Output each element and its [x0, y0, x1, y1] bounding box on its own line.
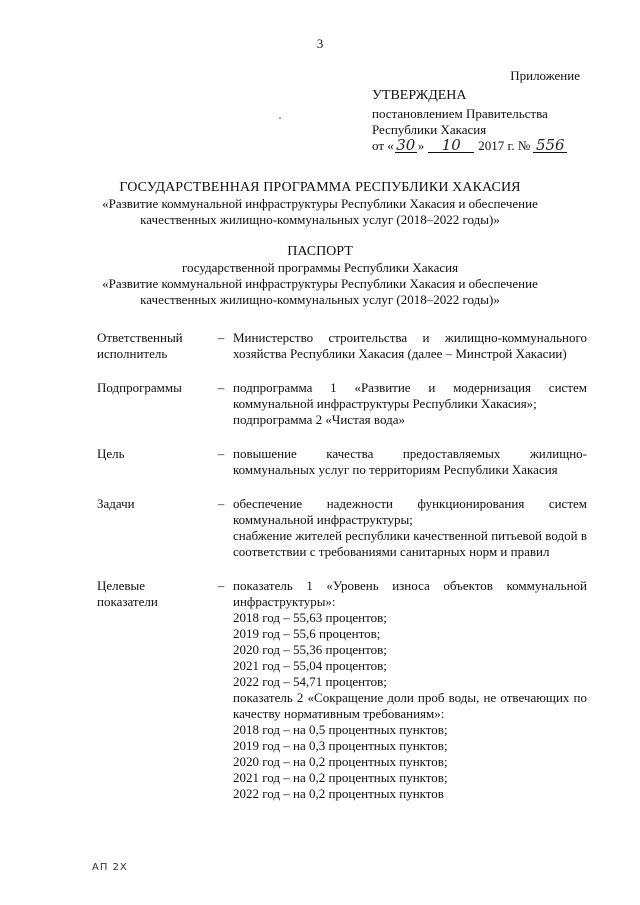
row-dash: –: [217, 380, 225, 395]
row-label: Подпрограммы: [97, 380, 182, 395]
row-content: [233, 446, 587, 478]
label-line: Ответственный: [97, 330, 183, 345]
row-content: [233, 496, 587, 560]
passport-line2: «Развитие коммунальной инфраструктуры Республики Хакасия и обеспечение: [102, 276, 538, 291]
indicator-1-value: 2022 год – 54,71 процентов;: [233, 674, 387, 689]
indicator-2-title: показатель 2 «Сокращение доли проб воды, не отвечающих по качеству нормативным требованиям»:: [233, 690, 587, 721]
content-text: обеспечение надежности функционирования систем коммунальной инфраструктуры;: [233, 496, 587, 527]
label-line: показатели: [97, 594, 158, 609]
content-text: снабжение жителей республики качественной питьевой водой в соответствии с требованиями санитарных норм и правил: [233, 528, 587, 559]
content-text: Министерство строительства и жилищно-коммунального хозяйства Республики Хакасия (далее – Минстрой Хакасии): [233, 330, 587, 361]
indicator-1-value: 2020 год – 55,36 процентов;: [233, 642, 387, 657]
approved-heading: УТВЕРЖДЕНА: [372, 88, 467, 103]
scan-speck: [279, 117, 281, 119]
content-text: подпрограмма 1 «Развитие и модернизация систем коммунальной инфраструктуры Республики Хакасия»;: [233, 380, 587, 411]
row-label: [97, 330, 209, 362]
passport-line1: государственной программы Республики Хакасия: [181, 260, 459, 275]
indicator-2-value: 2018 год – на 0,5 процентных пунктов;: [233, 722, 448, 737]
passport-table: [97, 330, 587, 820]
row-tasks: [97, 496, 587, 560]
row-dash: –: [217, 578, 225, 593]
approved-by-region: Республики Хакасия: [372, 122, 487, 137]
row-label: Задачи: [97, 496, 135, 511]
row-dash: –: [217, 496, 225, 511]
indicator-2-value: 2022 год – на 0,2 процентных пунктов: [233, 786, 444, 801]
program-title: [0, 180, 640, 228]
page-number: 3: [316, 36, 324, 51]
content-text: подпрограмма 2 «Чистая вода»: [233, 412, 405, 427]
approval-date-line: [372, 138, 612, 154]
indicator-1-value: 2018 год – 55,63 процентов;: [233, 610, 387, 625]
passport-line3: качественных жилищно-коммунальных услуг (2018–2022 годы)»: [140, 292, 500, 307]
date-quote-close: »: [417, 138, 425, 153]
indicator-2-value: 2020 год – на 0,2 процентных пунктов;: [233, 754, 448, 769]
indicator-2-value: 2019 год – на 0,3 процентных пунктов;: [233, 738, 448, 753]
row-responsible: [97, 330, 587, 362]
row-indicators: [97, 578, 587, 802]
row-subprograms: [97, 380, 587, 428]
approved-by-line: постановлением Правительства: [372, 106, 548, 121]
row-goal: [97, 446, 587, 478]
indicator-1-value: 2021 год – 55,04 процентов;: [233, 658, 387, 673]
row-label: Цель: [97, 446, 125, 461]
indicator-1-value: 2019 год – 55,6 процентов;: [233, 626, 381, 641]
date-year: 2017 г. №: [478, 138, 531, 153]
content-text: повышение качества предоставляемых жилищно-коммунальных услуг по территориям Республики Хакасия: [233, 446, 587, 477]
program-title-line3: качественных жилищно-коммунальных услуг (2018–2022 годы)»: [140, 212, 500, 227]
program-title-main: ГОСУДАРСТВЕННАЯ ПРОГРАММА РЕСПУБЛИКИ ХАКАСИЯ: [119, 180, 521, 195]
row-content: [233, 578, 587, 802]
handwritten-number: 556: [533, 138, 567, 153]
indicator-2-value: 2021 год – на 0,2 процентных пунктов;: [233, 770, 448, 785]
indicator-1-title: показатель 1 «Уровень износа объектов коммунальной инфраструктуры»:: [233, 578, 587, 609]
appendix-label: Приложение: [510, 68, 580, 83]
label-line: исполнитель: [97, 346, 168, 361]
label-line: Целевые: [97, 578, 146, 593]
footer-mark: АП 2Х: [92, 862, 128, 873]
date-prefix: от «: [372, 138, 394, 153]
row-content: [233, 380, 587, 428]
row-content: [233, 330, 587, 362]
handwritten-day: 30: [396, 136, 416, 154]
handwritten-month: 10: [428, 138, 474, 153]
row-label: [97, 578, 209, 802]
passport-title: ПАСПОРТ: [287, 244, 353, 259]
passport-header: [0, 244, 640, 308]
approval-stamp: [372, 68, 612, 154]
program-title-line2: «Развитие коммунальной инфраструктуры Республики Хакасия и обеспечение: [102, 196, 538, 211]
row-dash: –: [217, 330, 225, 345]
row-dash: –: [217, 446, 225, 461]
